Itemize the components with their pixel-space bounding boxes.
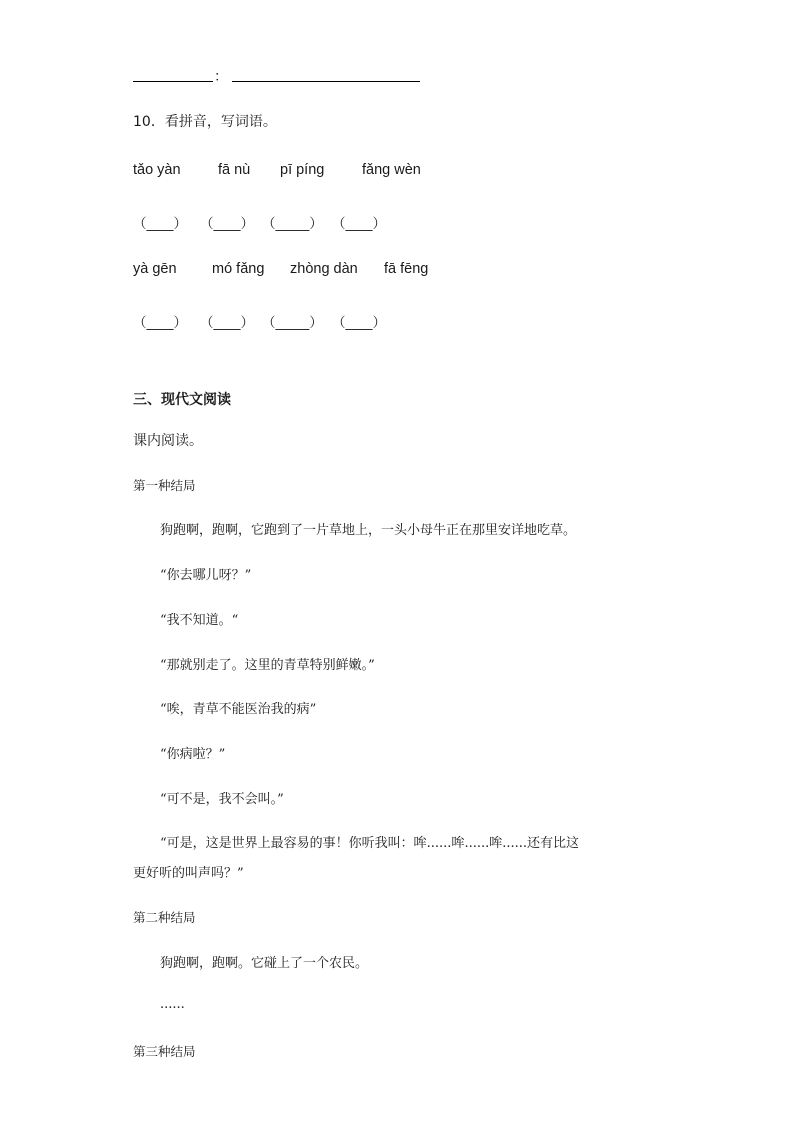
passage-paragraph: “你病啦？” bbox=[160, 747, 226, 762]
answer-blank[interactable]: （____） bbox=[200, 216, 254, 232]
pinyin-word: yà gēn bbox=[133, 261, 177, 277]
answer-blank[interactable]: （____） bbox=[200, 315, 254, 331]
pinyin-word: fǎng wèn bbox=[362, 162, 421, 178]
passage-paragraph: “我不知道。“ bbox=[160, 613, 239, 628]
passage-paragraph: “你去哪儿呀？” bbox=[160, 568, 252, 583]
passage-paragraph: “唉，青草不能医治我的病” bbox=[160, 702, 317, 717]
ending-title: 第三种结局 bbox=[133, 1044, 196, 1059]
answer-blank-left[interactable] bbox=[133, 81, 213, 82]
passage-paragraph: 狗跑啊，跑啊。它碰上了一个农民。 bbox=[160, 956, 369, 971]
passage-paragraph: 狗跑啊，跑啊，它跑到了一片草地上，一头小母牛正在那里安详地吃草。 bbox=[160, 523, 577, 538]
pinyin-word: tǎo yàn bbox=[133, 162, 181, 178]
question-10-title: 10．看拼音，写词语。 bbox=[133, 114, 277, 130]
section-heading: 三、现代文阅读 bbox=[133, 392, 231, 408]
answer-blank[interactable]: （____） bbox=[133, 216, 187, 232]
section-intro: 课内阅读。 bbox=[133, 433, 203, 449]
passage-paragraph: “可是，这是世界上最容易的事！你听我叫：哞......哞......哞......还有比这 bbox=[160, 836, 580, 851]
pinyin-word: fā fēng bbox=[384, 261, 429, 277]
passage-paragraph: ...... bbox=[160, 997, 185, 1012]
ending-title: 第二种结局 bbox=[133, 910, 196, 925]
pinyin-word: pī píng bbox=[280, 162, 325, 178]
answer-blank[interactable]: （____） bbox=[332, 216, 386, 232]
answer-blank[interactable]: （_____） bbox=[262, 216, 323, 232]
answer-blank[interactable]: （____） bbox=[332, 315, 386, 331]
ending-title: 第一种结局 bbox=[133, 478, 196, 493]
pinyin-word: mó fǎng bbox=[212, 261, 265, 277]
answer-blank-right[interactable] bbox=[232, 81, 420, 82]
passage-paragraph: “可不是，我不会叫。” bbox=[160, 792, 284, 807]
passage-paragraph-continued: 更好听的叫声吗？” bbox=[133, 866, 244, 881]
pinyin-word: fā nù bbox=[218, 162, 251, 178]
passage-paragraph: “那就别走了。这里的青草特别鲜嫩。” bbox=[160, 658, 375, 673]
answer-colon: ： bbox=[214, 69, 228, 85]
answer-blank[interactable]: （_____） bbox=[262, 315, 323, 331]
pinyin-word: zhòng dàn bbox=[290, 261, 358, 277]
answer-blank[interactable]: （____） bbox=[133, 315, 187, 331]
